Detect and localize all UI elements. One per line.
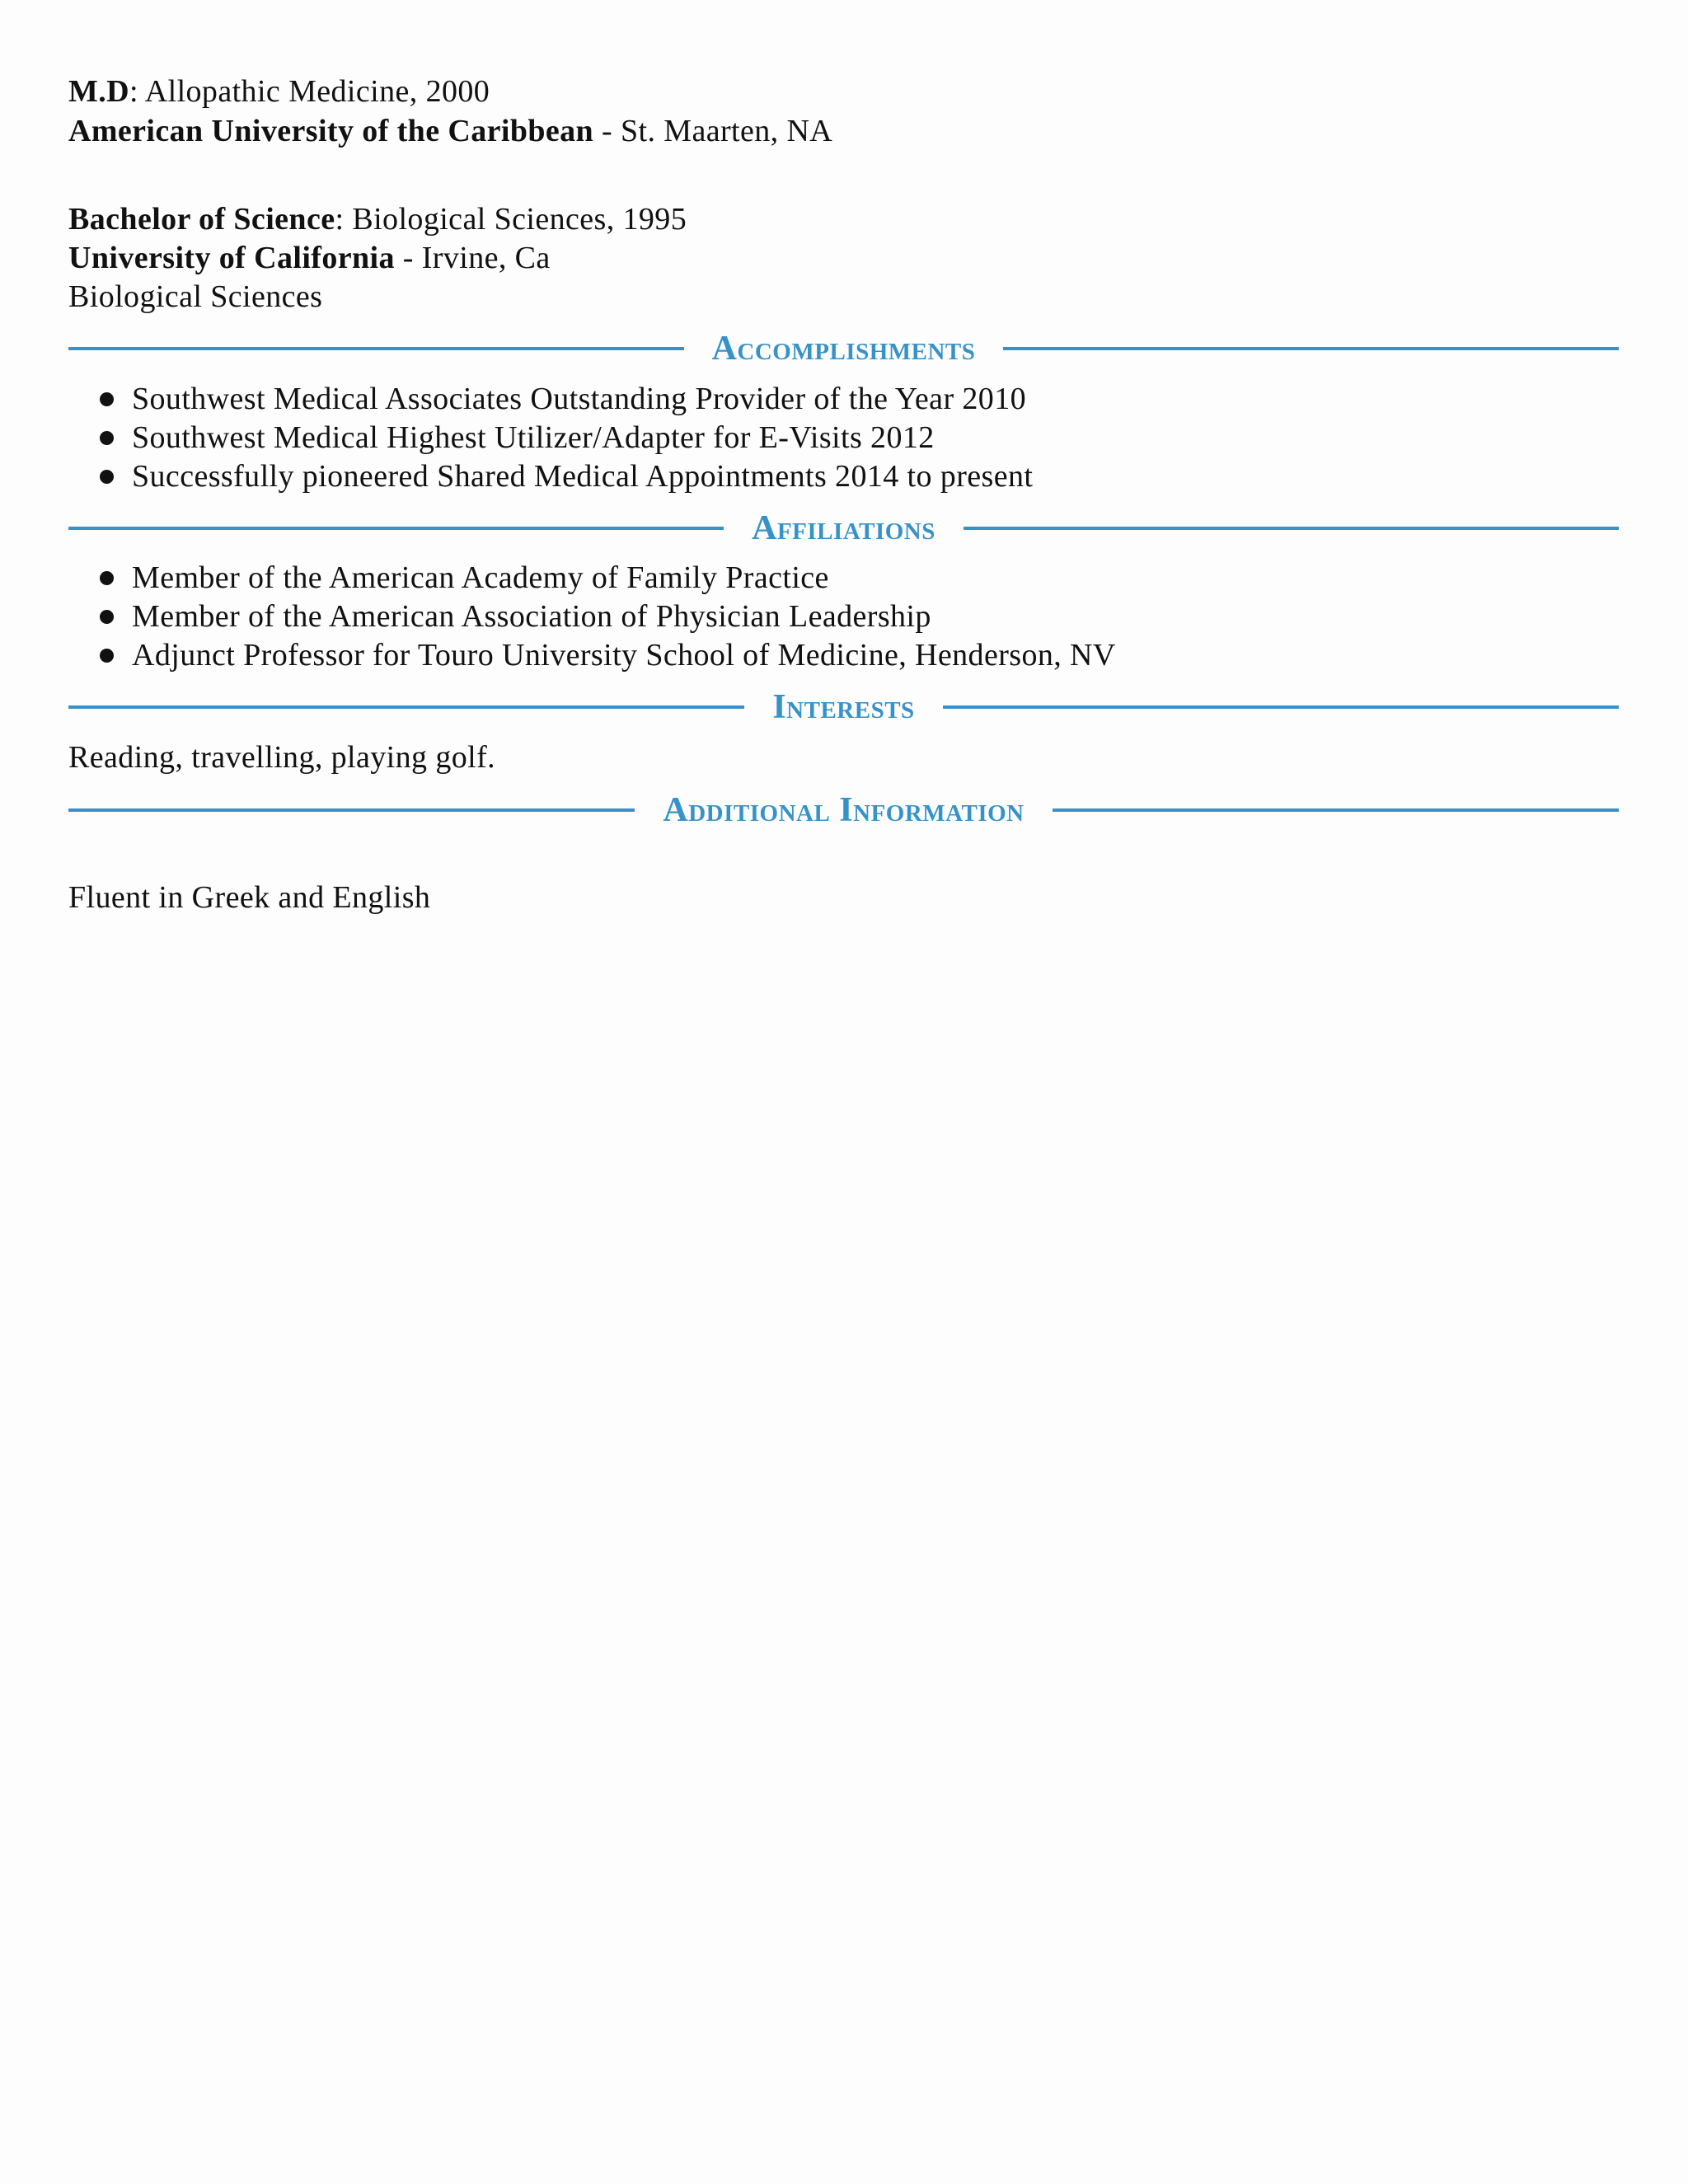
list-item <box>68 636 1116 675</box>
affiliations-list <box>68 559 1116 675</box>
education-bs-degree-detail: : Biological Sciences, 1995 <box>335 202 687 237</box>
list-item <box>68 419 1033 457</box>
education-md-degree: M.D <box>68 74 130 109</box>
interests-heading <box>68 682 1619 732</box>
education-md-degree-detail: : Allopathic Medicine, 2000 <box>129 74 490 109</box>
interests-text: Reading, travelling, playing golf. <box>68 740 496 775</box>
education-md-school-location: - St. Maarten, NA <box>593 114 833 148</box>
list-item <box>68 598 1116 636</box>
education-md-school-line <box>68 112 832 150</box>
bullet-icon <box>100 470 114 484</box>
education-md-degree-line <box>68 73 490 110</box>
list-item-text: Southwest Medical Highest Utilizer/Adapter for E-Visits 2012 <box>132 420 935 455</box>
additional-information-text: Fluent in Greek and English <box>68 880 431 915</box>
education-bs-major: Biological Sciences <box>68 279 323 314</box>
heading-rule-right <box>964 527 1619 530</box>
heading-rule-left <box>68 527 724 530</box>
list-item <box>68 457 1033 496</box>
heading-rule-left <box>68 347 684 350</box>
list-item-text: Adjunct Professor for Touro University School of Medicine, Henderson, NV <box>132 638 1116 673</box>
list-item-text: Member of the American Association of Physician Leadership <box>132 599 931 634</box>
heading-rule-left <box>68 705 744 709</box>
accomplishments-title: Accomplishments <box>711 330 976 368</box>
heading-rule-right <box>1003 347 1619 350</box>
additional-information-heading <box>68 785 1619 835</box>
accomplishments-heading <box>68 324 1619 373</box>
heading-rule-right <box>943 705 1619 709</box>
additional-information-title: Additional Information <box>663 791 1025 829</box>
education-md-school: American University of the Caribbean <box>68 114 594 148</box>
education-bs-school-line <box>68 239 551 277</box>
interests-title: Interests <box>772 688 915 726</box>
education-bs-degree: Bachelor of Science <box>68 202 335 237</box>
list-item <box>68 559 1116 598</box>
education-bs-school: University of California <box>68 241 395 275</box>
education-bs-degree-line <box>68 200 687 238</box>
heading-rule-left <box>68 808 635 812</box>
list-item-text: Southwest Medical Associates Outstanding Provider of the Year 2010 <box>132 382 1027 416</box>
bullet-icon <box>100 649 114 663</box>
affiliations-title: Affiliations <box>752 509 935 547</box>
accomplishments-list <box>68 380 1033 496</box>
bullet-icon <box>100 610 114 624</box>
list-item-text: Member of the American Academy of Family Practice <box>132 560 829 595</box>
bullet-icon <box>100 392 114 406</box>
heading-rule-right <box>1053 808 1619 812</box>
list-item <box>68 380 1033 419</box>
affiliations-heading <box>68 504 1619 553</box>
education-bs-school-location: - Irvine, Ca <box>394 241 551 275</box>
bullet-icon <box>100 431 114 445</box>
bullet-icon <box>100 571 114 585</box>
list-item-text: Successfully pioneered Shared Medical Appointments 2014 to present <box>132 459 1034 494</box>
